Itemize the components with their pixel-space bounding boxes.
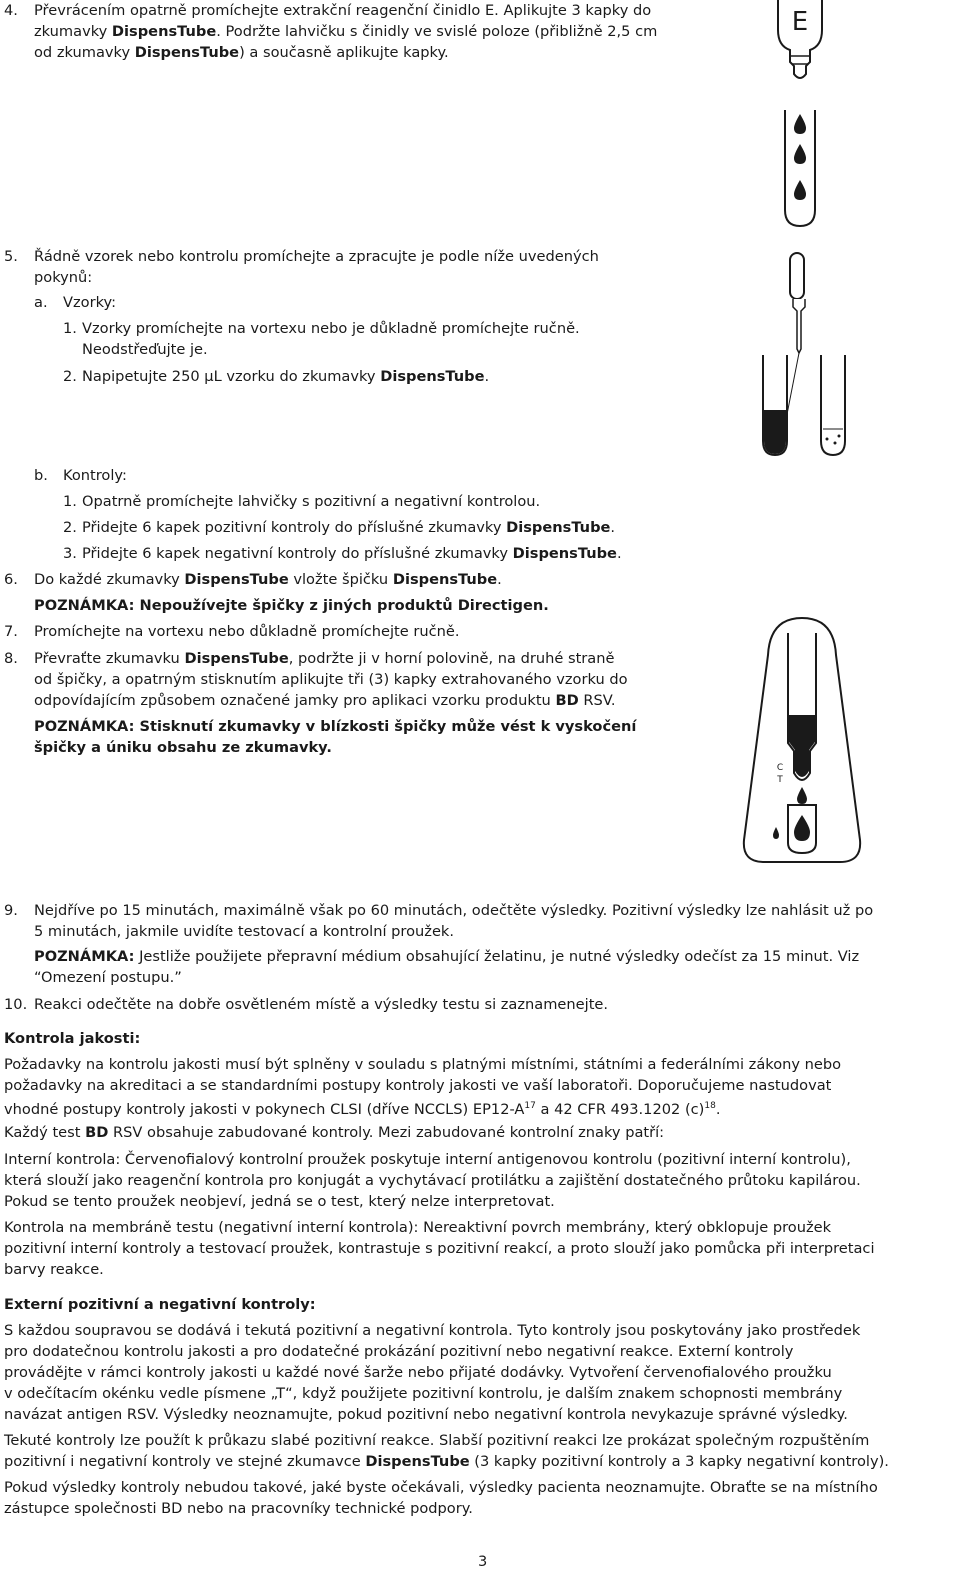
pipette-figure (755, 245, 855, 465)
bottle-letter: E (791, 7, 809, 37)
step-8-line-2: od špičky, a opatrným stisknutím aplikujte tři (3) kapky extrahovaného vzorku do (34, 671, 628, 688)
step-5b3-number: 3. (63, 545, 77, 562)
step-9-number: 9. (4, 902, 18, 919)
step-4-line-3: od zkumavky DispensTube) a současně aplikujte kapky. (34, 44, 449, 61)
ext-p1-line-5: navázat antigen RSV. Výsledky neoznamujte, pokud pozitivní nebo negativní kontrola nevykazuje správné výsledky. (4, 1406, 848, 1423)
step-9-note-line-2: “Omezení postupu.” (34, 969, 182, 986)
step-5b1-text: Opatrně promíchejte lahvičky s pozitivní a negativní kontrolou. (82, 493, 541, 510)
step-4-number: 4. (4, 2, 18, 19)
step-8-number: 8. (4, 650, 18, 667)
qc-p1-line-2: požadavky na akreditaci a se standardními postupy kontroly jakosti ve vaší laboratoři. Doporučujeme nastudovat (4, 1077, 832, 1094)
step-5-number: 5. (4, 248, 18, 265)
step-9-line-1: Nejdříve po 15 minutách, maximálně však po 60 minutách, odečtěte výsledky. Pozitivní výsledky lze nahlásit už po (34, 902, 874, 919)
reagent-bottle-figure (760, 0, 840, 235)
qc-p3-line-1: Interní kontrola: Červenofialový kontrolní proužek poskytuje interní antigenovou kontrolu (pozitivní interní kontrolu), (4, 1151, 851, 1168)
page-number: 3 (478, 1553, 488, 1570)
step-8-note-line-1: POZNÁMKA: Stisknutí zkumavky v blízkosti špičky může vést k vyskočení (34, 718, 637, 735)
step-5b-label: b. (34, 467, 48, 484)
ext-p2-line-1: Tekuté kontroly lze použít k průkazu slabé pozitivní reakce. Slabší pozitivní reakci lze prokázat společným rozpuštěním (4, 1432, 870, 1449)
step-5a1-line-2: Neodstřeďujte je. (82, 341, 208, 358)
step-5a2-number: 2. (63, 368, 77, 385)
device-label-c: C (776, 763, 784, 773)
step-9-line-2: 5 minutách, jakmile uvidíte testovací a kontrolní proužek. (34, 923, 455, 940)
qc-p1-line-1: Požadavky na kontrolu jakosti musí být splněny v souladu s platnými místními, státními a federálními zákony nebo (4, 1056, 842, 1073)
step-6-text: Do každé zkumavky DispensTube vložte špičku DispensTube. (34, 571, 502, 588)
test-device-figure (740, 615, 865, 865)
ext-p3-line-1: Pokud výsledky kontroly nebudou takové, jaké byste očekávali, výsledky pacienta neoznamujte. Obraťte se na místního (4, 1479, 878, 1496)
step-9-note-line-1: POZNÁMKA: Jestliže použijete přepravní médium obsahující želatinu, je nutné výsledky odečíst za 15 minut. Viz (34, 948, 860, 965)
step-5a-label: a. (34, 294, 48, 311)
step-5-line-2: pokynů: (34, 269, 93, 286)
ext-p2-line-2: pozitivní i negativní kontroly ve stejné zkumavce DispensTube (3 kapky pozitivní kontroly a 3 kapky negativní kontroly). (4, 1453, 889, 1470)
step-8-line-3: odpovídajícím způsobem označené jamky pro aplikaci vzorku produktu BD RSV. (34, 692, 616, 709)
step-5b1-number: 1. (63, 493, 77, 510)
step-5a-title: Vzorky: (63, 294, 116, 311)
step-4-line-1: Převrácením opatrně promíchejte extrakční reagenční činidlo E. Aplikujte 3 kapky do (34, 2, 652, 19)
qc-p4-line-3: barvy reakce. (4, 1261, 104, 1278)
qc-heading: Kontrola jakosti: (4, 1030, 141, 1047)
step-5a1-line-1: Vzorky promíchejte na vortexu nebo je důkladně promíchejte ručně. (82, 320, 580, 337)
pipette-bulb-icon (790, 253, 804, 299)
step-7-text: Promíchejte na vortexu nebo důkladně promíchejte ručně. (34, 623, 460, 640)
qc-p3-line-3: Pokud se tento proužek neobjeví, jedná se o test, který nelze interpretovat. (4, 1193, 555, 1210)
ext-heading: Externí pozitivní a negativní kontroly: (4, 1296, 316, 1313)
step-10-number: 10. (4, 996, 28, 1013)
dispens-tube-icon (821, 355, 845, 455)
step-8-line-1: Převraťte zkumavku DispensTube, podržte ji v horní polovině, na druhé straně (34, 650, 615, 667)
qc-p1-line-3: vhodné postupy kontroly jakosti v pokynech CLSI (dříve NCCLS) $EP12-A^{17}$ a 42 CFR 493.1202 $(c)^{18}$. (4, 1100, 721, 1118)
step-5b3-text: Přidejte 6 kapek negativní kontroly do příslušné zkumavky DispensTube. (82, 545, 622, 562)
ext-p1-line-4: v odečítacím okénku vedle písmene „T“, když použijete pozitivní kontrolu, je dalším znakem schopnosti membrány (4, 1385, 843, 1402)
device-label-t: T (777, 775, 783, 785)
step-4-line-2: zkumavky DispensTube. Podržte lahvičku s činidly ve svislé poloze (přibližně 2,5 cm (34, 23, 658, 40)
ext-p1-line-3: provádějte v rámci kontroly jakosti u každé nové šarže nebo přijaté dodávky. Vytvoření červenofialového proužku (4, 1364, 832, 1381)
step-8-note-line-2: špičky a úniku obsahu ze zkumavky. (34, 739, 332, 756)
ext-p3-line-2: zástupce společnosti BD nebo na pracovníky technické podpory. (4, 1500, 473, 1517)
qc-p3-line-2: která slouží jako reagenční kontrola pro konjugát a vychytávací protilátku a zajištění dostatečného průtoku kapilárou. (4, 1172, 861, 1189)
step-5b2-text: Přidejte 6 kapek pozitivní kontroly do příslušné zkumavky DispensTube. (82, 519, 616, 536)
ext-p1-line-2: pro dodatečnou kontrolu jakosti a pro dodatečné prokázání pozitivní nebo negativní reakce. Externí kontroly (4, 1343, 794, 1360)
ext-p1-line-1: S každou soupravou se dodává i tekutá pozitivní a negativní kontrola. Tyto kontroly jsou poskytovány jako prostředek (4, 1322, 861, 1339)
pipette-stem-icon (793, 299, 805, 353)
step-5a1-number: 1. (63, 320, 77, 337)
qc-p4-line-1: Kontrola na membráně testu (negativní interní kontrola): Nereaktivní povrch membrány, který obklopuje proužek (4, 1219, 832, 1236)
step-5a2-text: Napipetujte 250 µL vzorku do zkumavky DispensTube. (82, 368, 490, 385)
qc-p2: Každý test BD RSV obsahuje zabudované kontroly. Mezi zabudované kontrolní znaky patří: (4, 1124, 665, 1141)
step-5b2-number: 2. (63, 519, 77, 536)
qc-p4-line-2: pozitivní interní kontroly a testovací proužek, kontrastuje s pozitivní reakcí, a proto slouží jako pomůcka při interpretaci (4, 1240, 875, 1257)
step-6-number: 6. (4, 571, 18, 588)
step-5b-title: Kontroly: (63, 467, 127, 484)
step-7-number: 7. (4, 623, 18, 640)
step-10-text: Reakci odečtěte na dobře osvětleném místě a výsledky testu si zaznamenejte. (34, 996, 609, 1013)
step-6-note: POZNÁMKA: Nepoužívejte špičky z jiných produktů Directigen. (34, 597, 549, 614)
step-5-line-1: Řádně vzorek nebo kontrolu promíchejte a zpracujte je podle níže uvedených (34, 248, 599, 265)
